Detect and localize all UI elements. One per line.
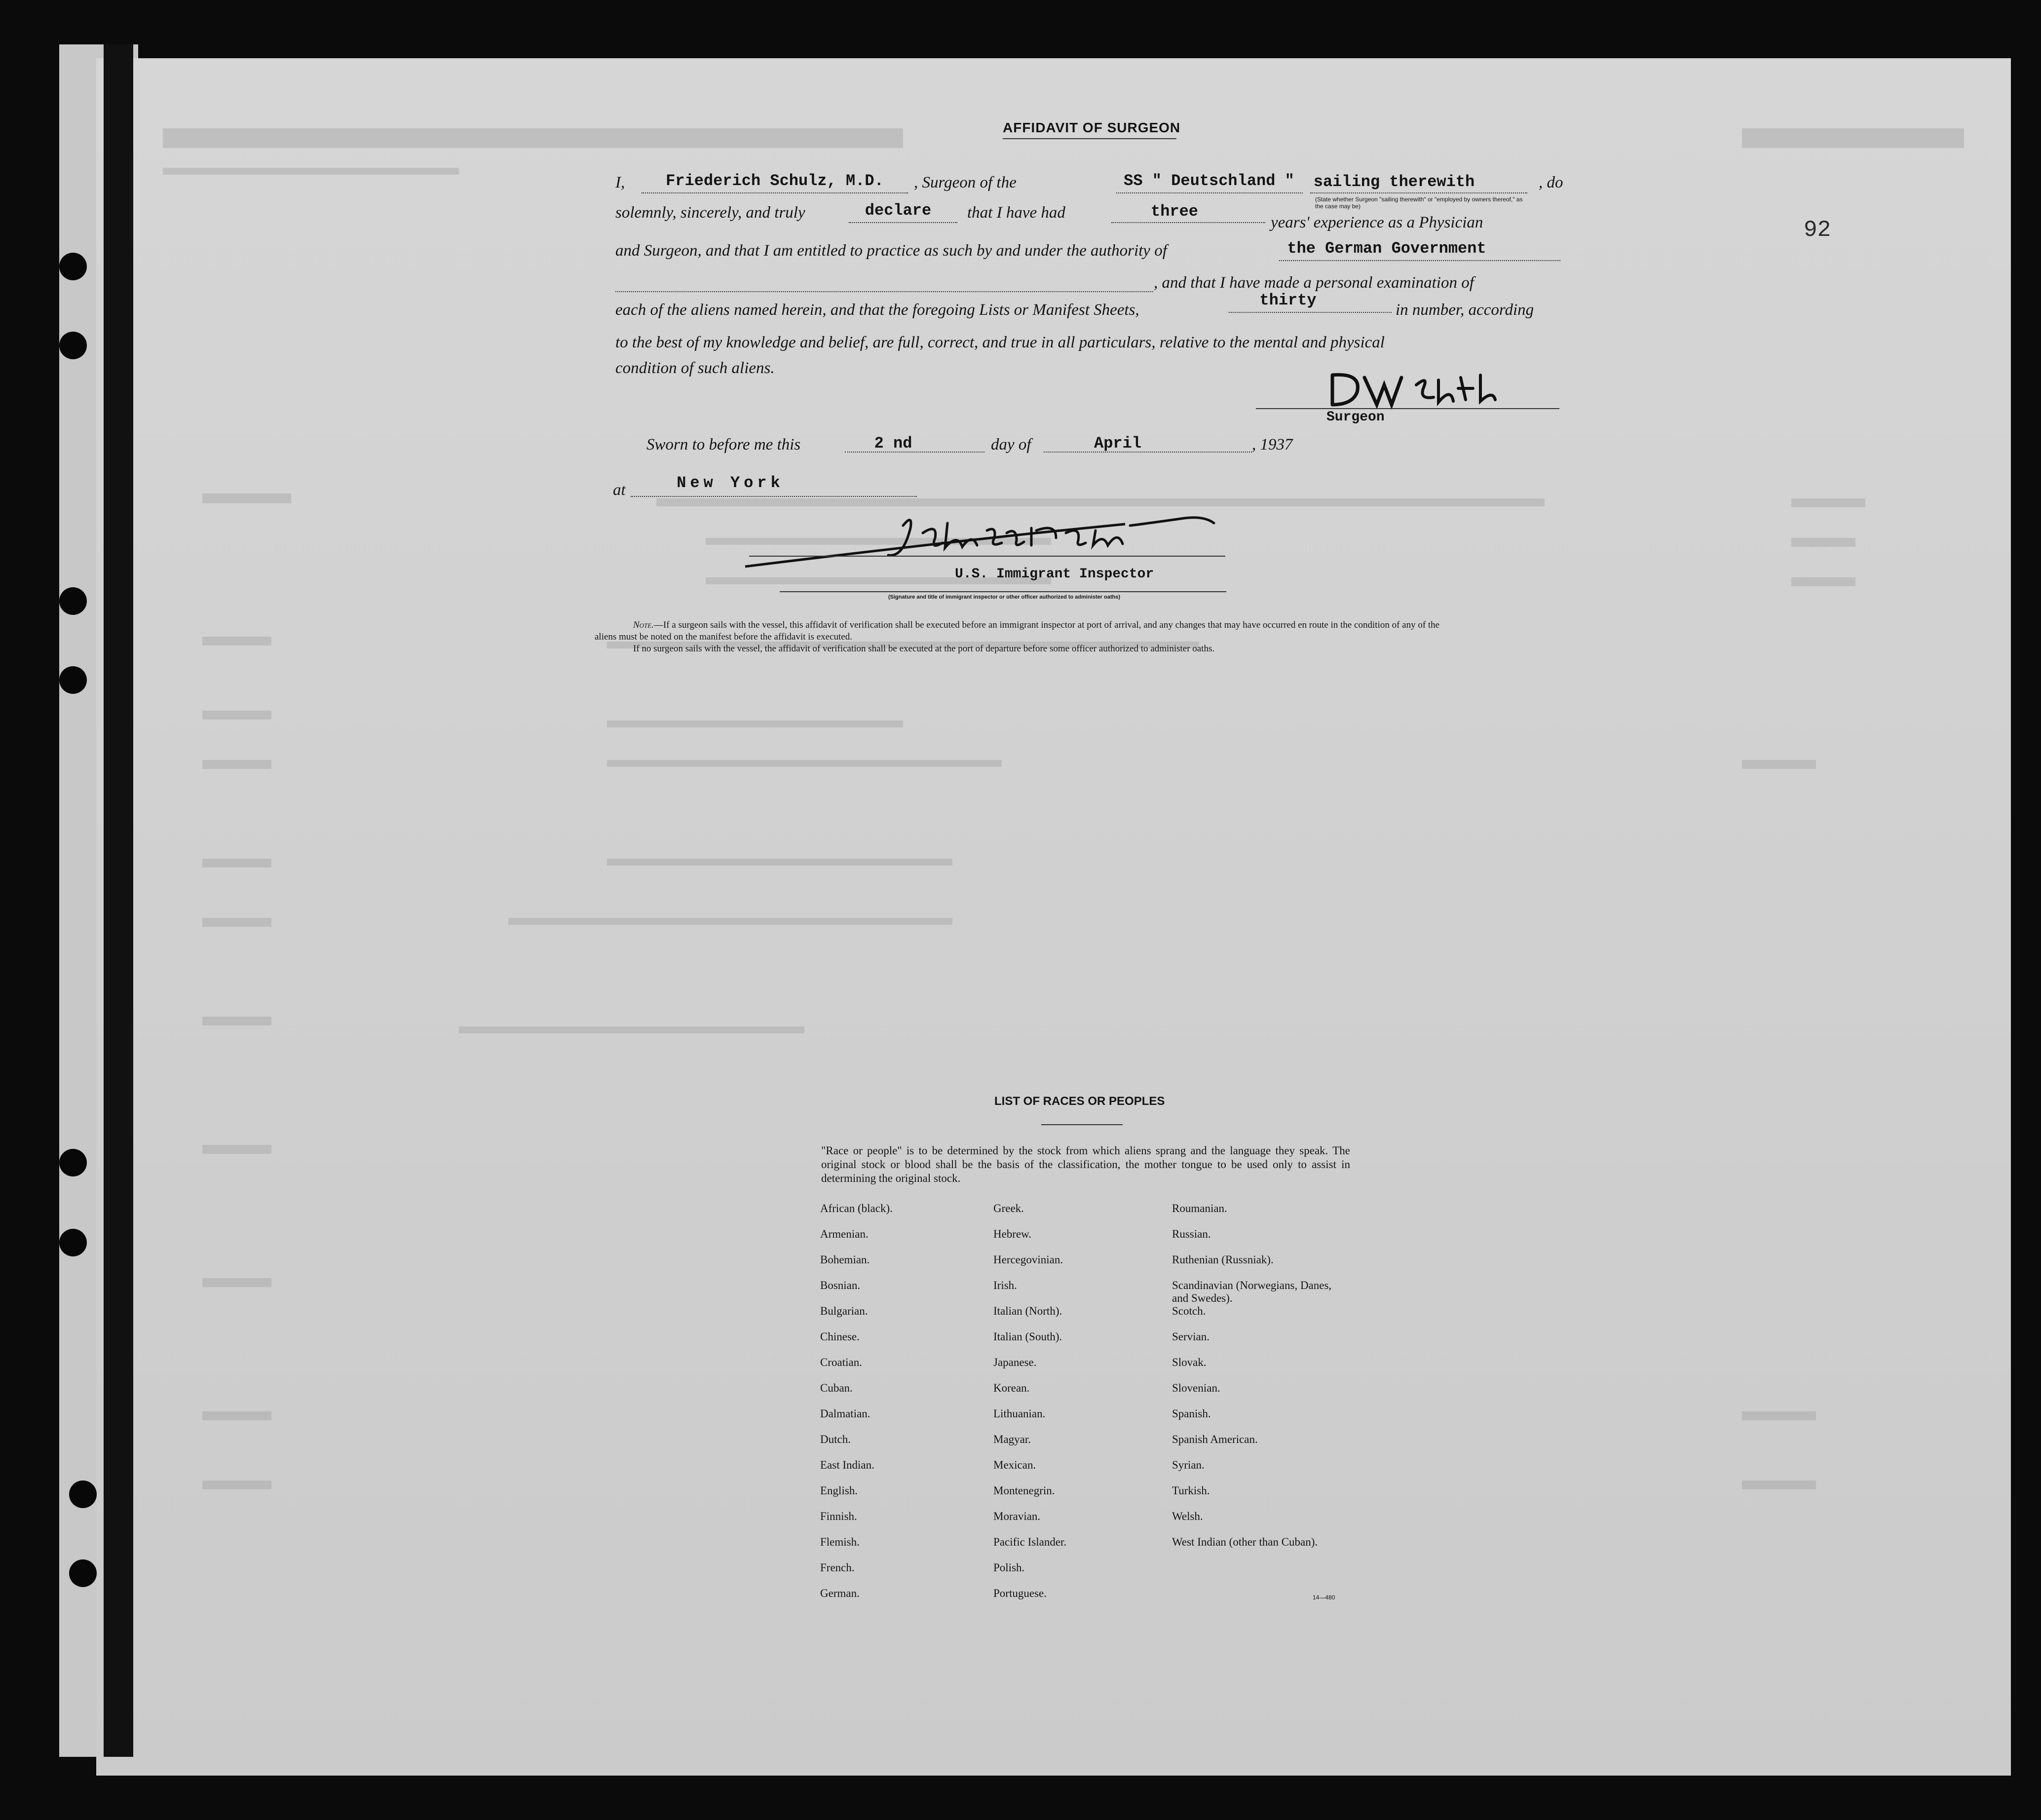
race-entry: West Indian (other than Cuban). [1172, 1536, 1318, 1548]
years-rule [1111, 222, 1265, 223]
sworn-day-label: day of [991, 436, 1031, 454]
ship-name-rule [1116, 192, 1303, 193]
affidavit-line3-prefix: and Surgeon, and that I am entitled to practice as such by and under the authority of [615, 242, 1167, 260]
race-entry: Scandinavian (Norwegians, Danes, and Swedes). [1172, 1279, 1332, 1304]
punch-hole [69, 1559, 97, 1587]
race-entry: Ruthenian (Russniak). [1172, 1253, 1274, 1266]
ship-name: SS " Deutschland " [1124, 172, 1294, 190]
race-entry: Irish. [993, 1279, 1017, 1291]
surgeon-signature-line [1256, 408, 1559, 409]
at-label: at [613, 481, 626, 499]
race-entry: Croatian. [820, 1356, 862, 1368]
punch-hole [59, 332, 87, 359]
punch-hole [59, 253, 87, 280]
surgeon-caption: Surgeon [1326, 410, 1385, 425]
race-entry: Roumanian. [1172, 1202, 1227, 1214]
race-entry: Lithuanian. [993, 1407, 1046, 1420]
punch-hole [59, 1229, 87, 1256]
race-entry: Italian (South). [993, 1330, 1062, 1343]
inspector-signature [740, 503, 1229, 572]
authority-continued-rule [615, 291, 1153, 292]
race-entry: Portuguese. [993, 1587, 1047, 1599]
race-entry: Chinese. [820, 1330, 860, 1343]
race-entry: Mexican. [993, 1459, 1036, 1471]
race-entry: Moravian. [993, 1510, 1041, 1522]
race-entry: Spanish American. [1172, 1433, 1258, 1445]
races-title: LIST OF RACES OR PEOPLES [994, 1095, 1165, 1108]
place-rule [631, 496, 917, 497]
race-entry: Scotch. [1172, 1305, 1206, 1317]
race-entry: Hebrew. [993, 1228, 1032, 1240]
inspector-note: (Signature and title of immigrant inspector or other officer authorized to administer oaths) [888, 594, 1120, 600]
race-entry: French. [820, 1561, 855, 1574]
race-entry: Korean. [993, 1382, 1030, 1394]
punch-hole [59, 666, 87, 694]
page-number: 92 [1804, 217, 1831, 243]
affidavit-note [595, 619, 1448, 655]
affidavit-line3-suffix: years' experience as a Physician [1271, 214, 1483, 231]
race-entry: Russian. [1172, 1228, 1211, 1240]
form-number: 14—480 [1313, 1594, 1335, 1601]
affidavit-line4-suffix: , and that I have made a personal examination of [1154, 274, 1474, 292]
race-entry: Servian. [1172, 1330, 1210, 1343]
races-column-2 [993, 1202, 1151, 1613]
race-entry: Japanese. [993, 1356, 1037, 1368]
sworn-place: New York [677, 474, 784, 492]
binding-spine [104, 44, 133, 1757]
affidavit-line1-prefix: I, [615, 174, 625, 191]
affidavit-line5-prefix: each of the aliens named herein, and that the foregoing Lists or Manifest Sheets, [615, 301, 1139, 319]
affidavit-line7: condition of such aliens. [615, 359, 775, 377]
race-entry: Armenian. [820, 1228, 869, 1240]
race-entry: Finnish. [820, 1510, 857, 1522]
race-entry: Bohemian. [820, 1253, 870, 1266]
inspector-signature-line [749, 556, 1225, 557]
race-entry: Magyar. [993, 1433, 1031, 1445]
inspector-caption: U.S. Immigrant Inspector [955, 567, 1154, 582]
note-text-2: If no surgeon sails with the vessel, the affidavit of verification shall be executed at the port of departure before some officer authorized to administer oaths. [633, 644, 1215, 654]
declare-rule [849, 222, 957, 223]
race-entry: Turkish. [1172, 1484, 1210, 1497]
race-entry: Pacific Islander. [993, 1536, 1067, 1548]
punch-hole [59, 587, 87, 615]
race-entry: German. [820, 1587, 860, 1599]
race-entry: English. [820, 1484, 858, 1497]
surgeon-signature [1323, 358, 1520, 412]
race-entry: African (black). [820, 1202, 893, 1214]
affidavit-line2-prefix: solemnly, sincerely, and truly [615, 204, 805, 222]
race-entry: East Indian. [820, 1459, 874, 1471]
races-column-3 [1172, 1202, 1350, 1561]
punch-hole [69, 1480, 97, 1508]
surgeon-status-rule [1310, 192, 1527, 193]
races-title-rule [1041, 1124, 1123, 1125]
surgeon-name-rule [642, 192, 908, 193]
race-entry: Welsh. [1172, 1510, 1203, 1522]
authority-rule [1279, 260, 1560, 261]
note-label: Note. [633, 620, 654, 630]
race-entry: Cuban. [820, 1382, 853, 1394]
sheet-count-rule [1229, 312, 1392, 313]
punch-hole [59, 1149, 87, 1176]
races-column-1 [820, 1202, 978, 1613]
affidavit-title: AFFIDAVIT OF SURGEON [1003, 120, 1181, 135]
race-entry: Montenegrin. [993, 1484, 1055, 1497]
affidavit-line1-suffix: , do [1539, 174, 1563, 191]
race-entry: Greek. [993, 1202, 1024, 1214]
sworn-day: 2 nd [874, 434, 912, 453]
sworn-prefix: Sworn to before me this [646, 436, 801, 454]
inspector-caption-line [780, 591, 1226, 592]
sworn-day-rule [845, 452, 984, 453]
race-entry: Dutch. [820, 1433, 851, 1445]
race-entry: Slovak. [1172, 1356, 1207, 1368]
race-entry: Polish. [993, 1561, 1025, 1574]
affidavit-line5-suffix: in number, according [1396, 301, 1534, 319]
title-underline [1003, 138, 1176, 139]
race-entry: Bulgarian. [820, 1305, 868, 1317]
declare-verb: declare [865, 201, 932, 220]
sworn-year: , 1937 [1252, 436, 1293, 454]
authority: the German Government [1287, 239, 1486, 258]
race-entry: Flemish. [820, 1536, 860, 1548]
note-text: —If a surgeon sails with the vessel, this affidavit of verification shall be executed before an immigrant inspector at port of arrival, and any changes that may have occurred en route in the condition of any of the aliens must be noted on the manifest before the affidavit is executed. [595, 620, 1440, 642]
race-entry: Bosnian. [820, 1279, 861, 1291]
surgeon-status: sailing therewith [1313, 173, 1475, 191]
race-entry: Spanish. [1172, 1407, 1211, 1420]
sworn-month-rule [1044, 452, 1252, 453]
race-entry: Italian (North). [993, 1305, 1062, 1317]
surgeon-name: Friederich Schulz, M.D. [666, 172, 884, 190]
manifest-sheet-count: thirty [1259, 291, 1317, 309]
sworn-month: April [1094, 434, 1141, 453]
years-experience: three [1150, 202, 1198, 221]
affidavit-line6: to the best of my knowledge and belief, are full, correct, and true in all particulars, relative to the mental and physical [615, 334, 1385, 351]
affidavit-line1-middle: , Surgeon of the [914, 174, 1017, 191]
status-note: (State whether Surgeon "sailing therewith" or "employed by owners thereof," as the case may be) [1315, 196, 1523, 210]
race-entry: Hercegovinian. [993, 1253, 1063, 1266]
affidavit-line2-middle: that I have had [967, 204, 1065, 222]
race-entry: Syrian. [1172, 1459, 1205, 1471]
race-entry: Dalmatian. [820, 1407, 870, 1420]
race-entry: Slovenian. [1172, 1382, 1220, 1394]
races-intro: "Race or people" is to be determined by the stock from which aliens sprang and the language they speak. The original stock or blood shall be the basis of the classification, the mother tongue to be used only to assist in determining the original stock. [821, 1144, 1350, 1184]
